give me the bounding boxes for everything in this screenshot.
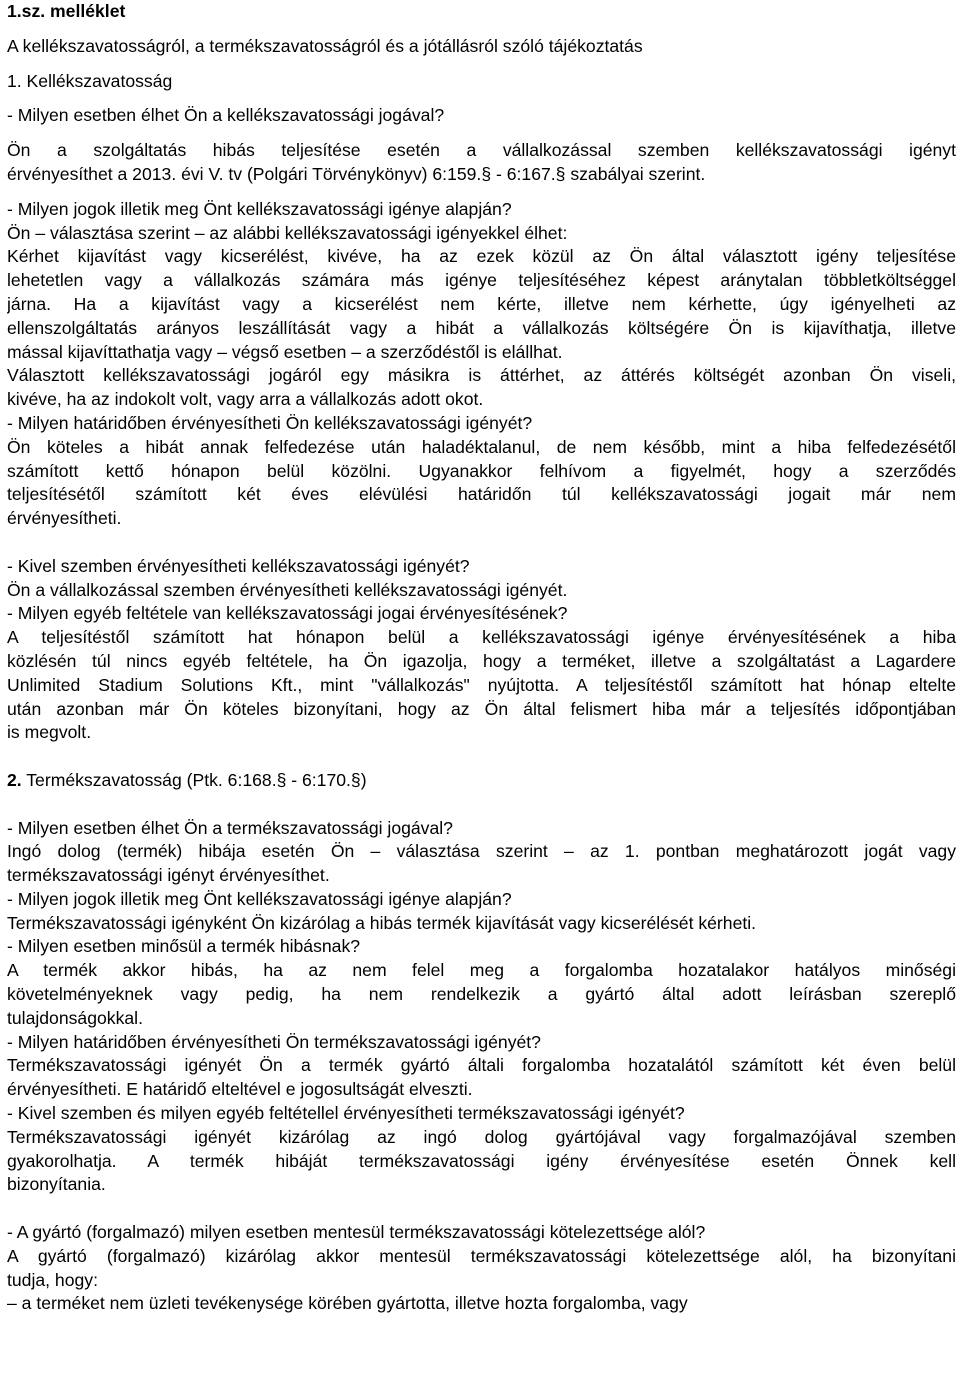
paragraph-line: A teljesítéstől számított hat hónapon belül a kellékszavatossági igénye érvényesítésének a hiba bbox=[7, 627, 956, 648]
paragraph-line: termékszavatossági igényt érvényesíthet. bbox=[7, 865, 330, 886]
list-item: – a terméket nem üzleti tevékenysége körében gyártotta, illetve hozta forgalomba, vagy bbox=[7, 1293, 688, 1314]
paragraph-line: ellenszolgáltatás arányos leszállítását vagy a hibát a vállalkozás költségére Ön is kijavíthatja, illetve bbox=[7, 317, 956, 338]
question-line: - Kivel szemben és milyen egyéb feltétellel érvényesítheti termékszavatossági igényét? bbox=[7, 1103, 685, 1124]
paragraph-line: is megvolt. bbox=[7, 722, 92, 743]
question-line: - Milyen jogok illetik meg Önt kellékszavatossági igénye alapján? bbox=[7, 888, 512, 909]
paragraph-line: A gyártó (forgalmazó) kizárólag akkor mentesül termékszavatossági kötelezettsége alól, ha bizonyítani bbox=[7, 1245, 956, 1266]
paragraph-line: érvényesítheti. bbox=[7, 508, 122, 529]
question-line: - Milyen jogok illetik meg Önt kellékszavatossági igénye alapján? bbox=[7, 198, 512, 219]
paragraph-line: érvényesítheti. E határidő elteltével e jogosultságát elveszti. bbox=[7, 1079, 473, 1100]
question-line: - Milyen határidőben érvényesítheti Ön termékszavatossági igényét? bbox=[7, 1031, 541, 1052]
document-subtitle: A kellékszavatosságról, a termékszavatosságról és a jótállásról szóló tájékoztatás bbox=[7, 35, 643, 56]
paragraph-line: Ön köteles a hibát annak felfedezése után haladéktalanul, de nem később, mint a hiba felfedezésétől bbox=[7, 436, 956, 457]
paragraph-line: gyakorolhatja. A termék hibáját termékszavatossági igény érvényesítése esetén Önnek kell bbox=[7, 1150, 956, 1171]
paragraph-line: bizonyítania. bbox=[7, 1174, 106, 1195]
question-line: - Milyen határidőben érvényesítheti Ön kellékszavatossági igényét? bbox=[7, 412, 533, 433]
paragraph-line: kivéve, ha az indokolt volt, vagy arra a vállalkozás adott okot. bbox=[7, 389, 484, 410]
paragraph-line: Unlimited Stadium Solutions Kft., mint "vállalkozás" nyújtotta. A teljesítéstől számított hat hónap eltelte bbox=[7, 674, 956, 695]
paragraph-line: Ön a szolgáltatás hibás teljesítése esetén a vállalkozással szemben kellékszavatossági igényt bbox=[7, 140, 956, 161]
section-2-heading bbox=[7, 769, 956, 793]
paragraph-line: teljesítésétől számított két éves elévülési határidőn túl kellékszavatossági jogait már nem bbox=[7, 484, 956, 505]
paragraph-line: tulajdonságokkal. bbox=[7, 1007, 143, 1028]
paragraph-line: érvényesíthet a 2013. évi V. tv (Polgári Törvénykönyv) 6:159.§ - 6:167.§ szabályai szerint. bbox=[7, 163, 706, 184]
paragraph-line: Ön a vállalkozással szemben érvényesítheti kellékszavatossági igényét. bbox=[7, 579, 568, 600]
paragraph-line: Ön – választása szerint – az alábbi kellékszavatossági igényekkel élhet: bbox=[7, 222, 568, 243]
question-line: - Kivel szemben érvényesítheti kellékszavatossági igényét? bbox=[7, 555, 470, 576]
annex-title: 1.sz. melléklet bbox=[7, 1, 126, 21]
paragraph-line: Termékszavatossági igényként Ön kizárólag a hibás termék kijavítását vagy kicserélését kérheti. bbox=[7, 912, 757, 933]
paragraph-line: után azonban már Ön köteles bizonyítani, hogy az Ön által felismert hiba már a teljesítés időpontjában bbox=[7, 698, 956, 719]
question-line: - Milyen esetben minősül a termék hibásnak? bbox=[7, 936, 361, 957]
question-line: - Milyen esetben élhet Ön a kellékszavatossági jogával? bbox=[7, 105, 445, 126]
paragraph-line: közlésén túl nincs egyéb feltétele, ha Ön igazolja, hogy a terméket, illetve a szolgáltatást a Lagardere bbox=[7, 650, 956, 671]
paragraph-line: járna. Ha a kijavítást vagy a kicserélést nem kérte, illetve nem kérhette, úgy igényelheti az bbox=[7, 293, 956, 314]
question-line: - Milyen esetben élhet Ön a termékszavatossági jogával? bbox=[7, 817, 453, 838]
document-page bbox=[7, 0, 956, 1400]
paragraph-line: tudja, hogy: bbox=[7, 1269, 98, 1290]
paragraph-line: követelményeknek vagy pedig, ha nem rendelkezik a gyártó által adott leírásban szereplő bbox=[7, 984, 956, 1005]
question-line: - Milyen egyéb feltétele van kellékszavatossági jogai érvényesítésének? bbox=[7, 603, 568, 624]
paragraph-line: mással kijavíttathatja vagy – végső esetben – a szerződéstől is elállhat. bbox=[7, 341, 563, 362]
section-2-number: 2. bbox=[7, 769, 22, 790]
section-2-title: Termékszavatosság (Ptk. 6:168.§ - 6:170.§) bbox=[21, 769, 367, 790]
paragraph-line: A termék akkor hibás, ha az nem felel meg a forgalomba hozatalakor hatályos minőségi bbox=[7, 960, 956, 981]
question-line: - A gyártó (forgalmazó) milyen esetben mentesül termékszavatossági kötelezettsége alól? bbox=[7, 1222, 706, 1243]
paragraph-line: Ingó dolog (termék) hibája esetén Ön – választása szerint – az 1. pontban meghatározott jogát vagy bbox=[7, 841, 956, 862]
paragraph-line: Kérhet kijavítást vagy kicserélést, kivéve, ha az ezek közül az Ön által választott igény teljesítése bbox=[7, 246, 956, 267]
paragraph-line: Termékszavatossági igényét Ön a termék gyártó általi forgalomba hozatalától számított két éven belül bbox=[7, 1055, 956, 1076]
paragraph-line: Választott kellékszavatossági jogáról egy másikra is áttérhet, az áttérés költségét azonban Ön viseli, bbox=[7, 365, 956, 386]
section-1-heading: 1. Kellékszavatosság bbox=[7, 70, 173, 91]
paragraph-line: Termékszavatossági igényét kizárólag az ingó dolog gyártójával vagy forgalmazójával szemben bbox=[7, 1126, 956, 1147]
paragraph-line: számított kettő hónapon belül közölni. Ugyanakkor felhívom a figyelmét, hogy a szerződés bbox=[7, 460, 956, 481]
paragraph-line: lehetetlen vagy a vállalkozás számára más igénye teljesítéséhez képest aránytalan többletköltséggel bbox=[7, 270, 956, 291]
